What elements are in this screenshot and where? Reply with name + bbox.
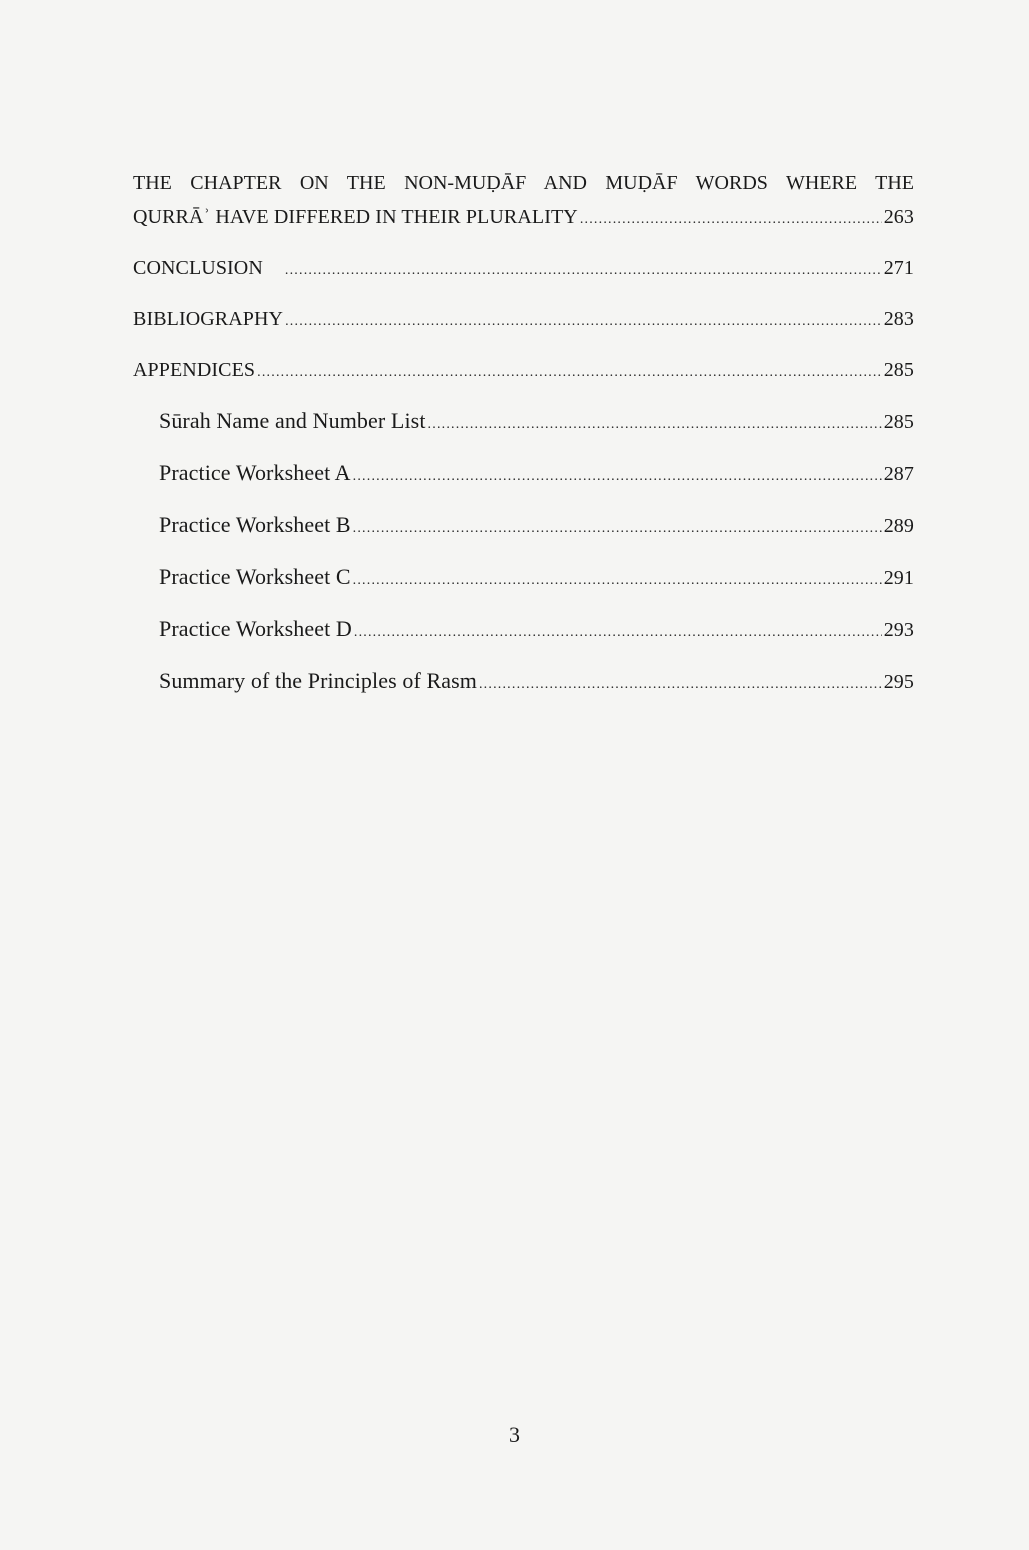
toc-subentry-worksheet-a xyxy=(133,458,914,492)
toc-entry-label: BIBLIOGRAPHY xyxy=(133,308,284,330)
toc-page-number: 295 xyxy=(883,671,914,693)
toc-page-number: 285 xyxy=(883,359,914,381)
dot-leader xyxy=(353,514,882,544)
toc-entry-label: Sūrah Name and Number List xyxy=(159,408,426,433)
dot-leader xyxy=(479,670,882,700)
toc-page-number: 271 xyxy=(883,257,914,279)
toc-subentry-worksheet-d xyxy=(133,614,914,648)
dot-leader xyxy=(285,256,882,286)
toc-page-number: 293 xyxy=(883,619,914,641)
toc-subentry-worksheet-b xyxy=(133,510,914,544)
toc-subentry-summary-rasm xyxy=(133,666,914,700)
toc-chapter-title-line1: THE CHAPTER ON THE NON-MUḌĀF AND MUḌĀF WORDS WHERE THE xyxy=(133,172,914,194)
dot-leader xyxy=(353,566,882,596)
toc-entry-label: Practice Worksheet B xyxy=(159,512,351,537)
dot-leader xyxy=(428,410,882,440)
dot-leader xyxy=(353,462,882,492)
toc-entry-label: Summary of the Principles of Rasm xyxy=(159,668,477,693)
toc-subentry-surah-list xyxy=(133,406,914,440)
dot-leader xyxy=(580,205,882,235)
dot-leader xyxy=(285,307,882,337)
toc-entry-label: Practice Worksheet C xyxy=(159,564,351,589)
toc-subentry-worksheet-c xyxy=(133,562,914,596)
toc-page-number: 287 xyxy=(883,463,914,485)
toc-entry-label: CONCLUSION xyxy=(133,257,263,279)
toc-entry-conclusion xyxy=(133,253,914,286)
toc-entry-bibliography xyxy=(133,304,914,337)
toc-entry-label: APPENDICES xyxy=(133,359,256,381)
toc-page-number: 291 xyxy=(883,567,914,589)
toc-page-number: 289 xyxy=(883,515,914,537)
table-of-contents xyxy=(133,168,914,700)
toc-page-number: 263 xyxy=(883,206,914,228)
toc-entry-label: QURRĀʾ HAVE DIFFERED IN THEIR PLURALITY xyxy=(133,206,578,228)
dot-leader xyxy=(257,358,882,388)
dot-leader xyxy=(354,618,882,648)
toc-entry-label: Practice Worksheet D xyxy=(159,616,352,641)
page-number-footer: 3 xyxy=(509,1422,520,1447)
toc-entry-label: Practice Worksheet A xyxy=(159,460,351,485)
toc-entry-chapter xyxy=(133,202,914,235)
toc-page-number: 283 xyxy=(883,308,914,330)
toc-page-number: 285 xyxy=(883,411,914,433)
toc-entry-appendices xyxy=(133,355,914,388)
